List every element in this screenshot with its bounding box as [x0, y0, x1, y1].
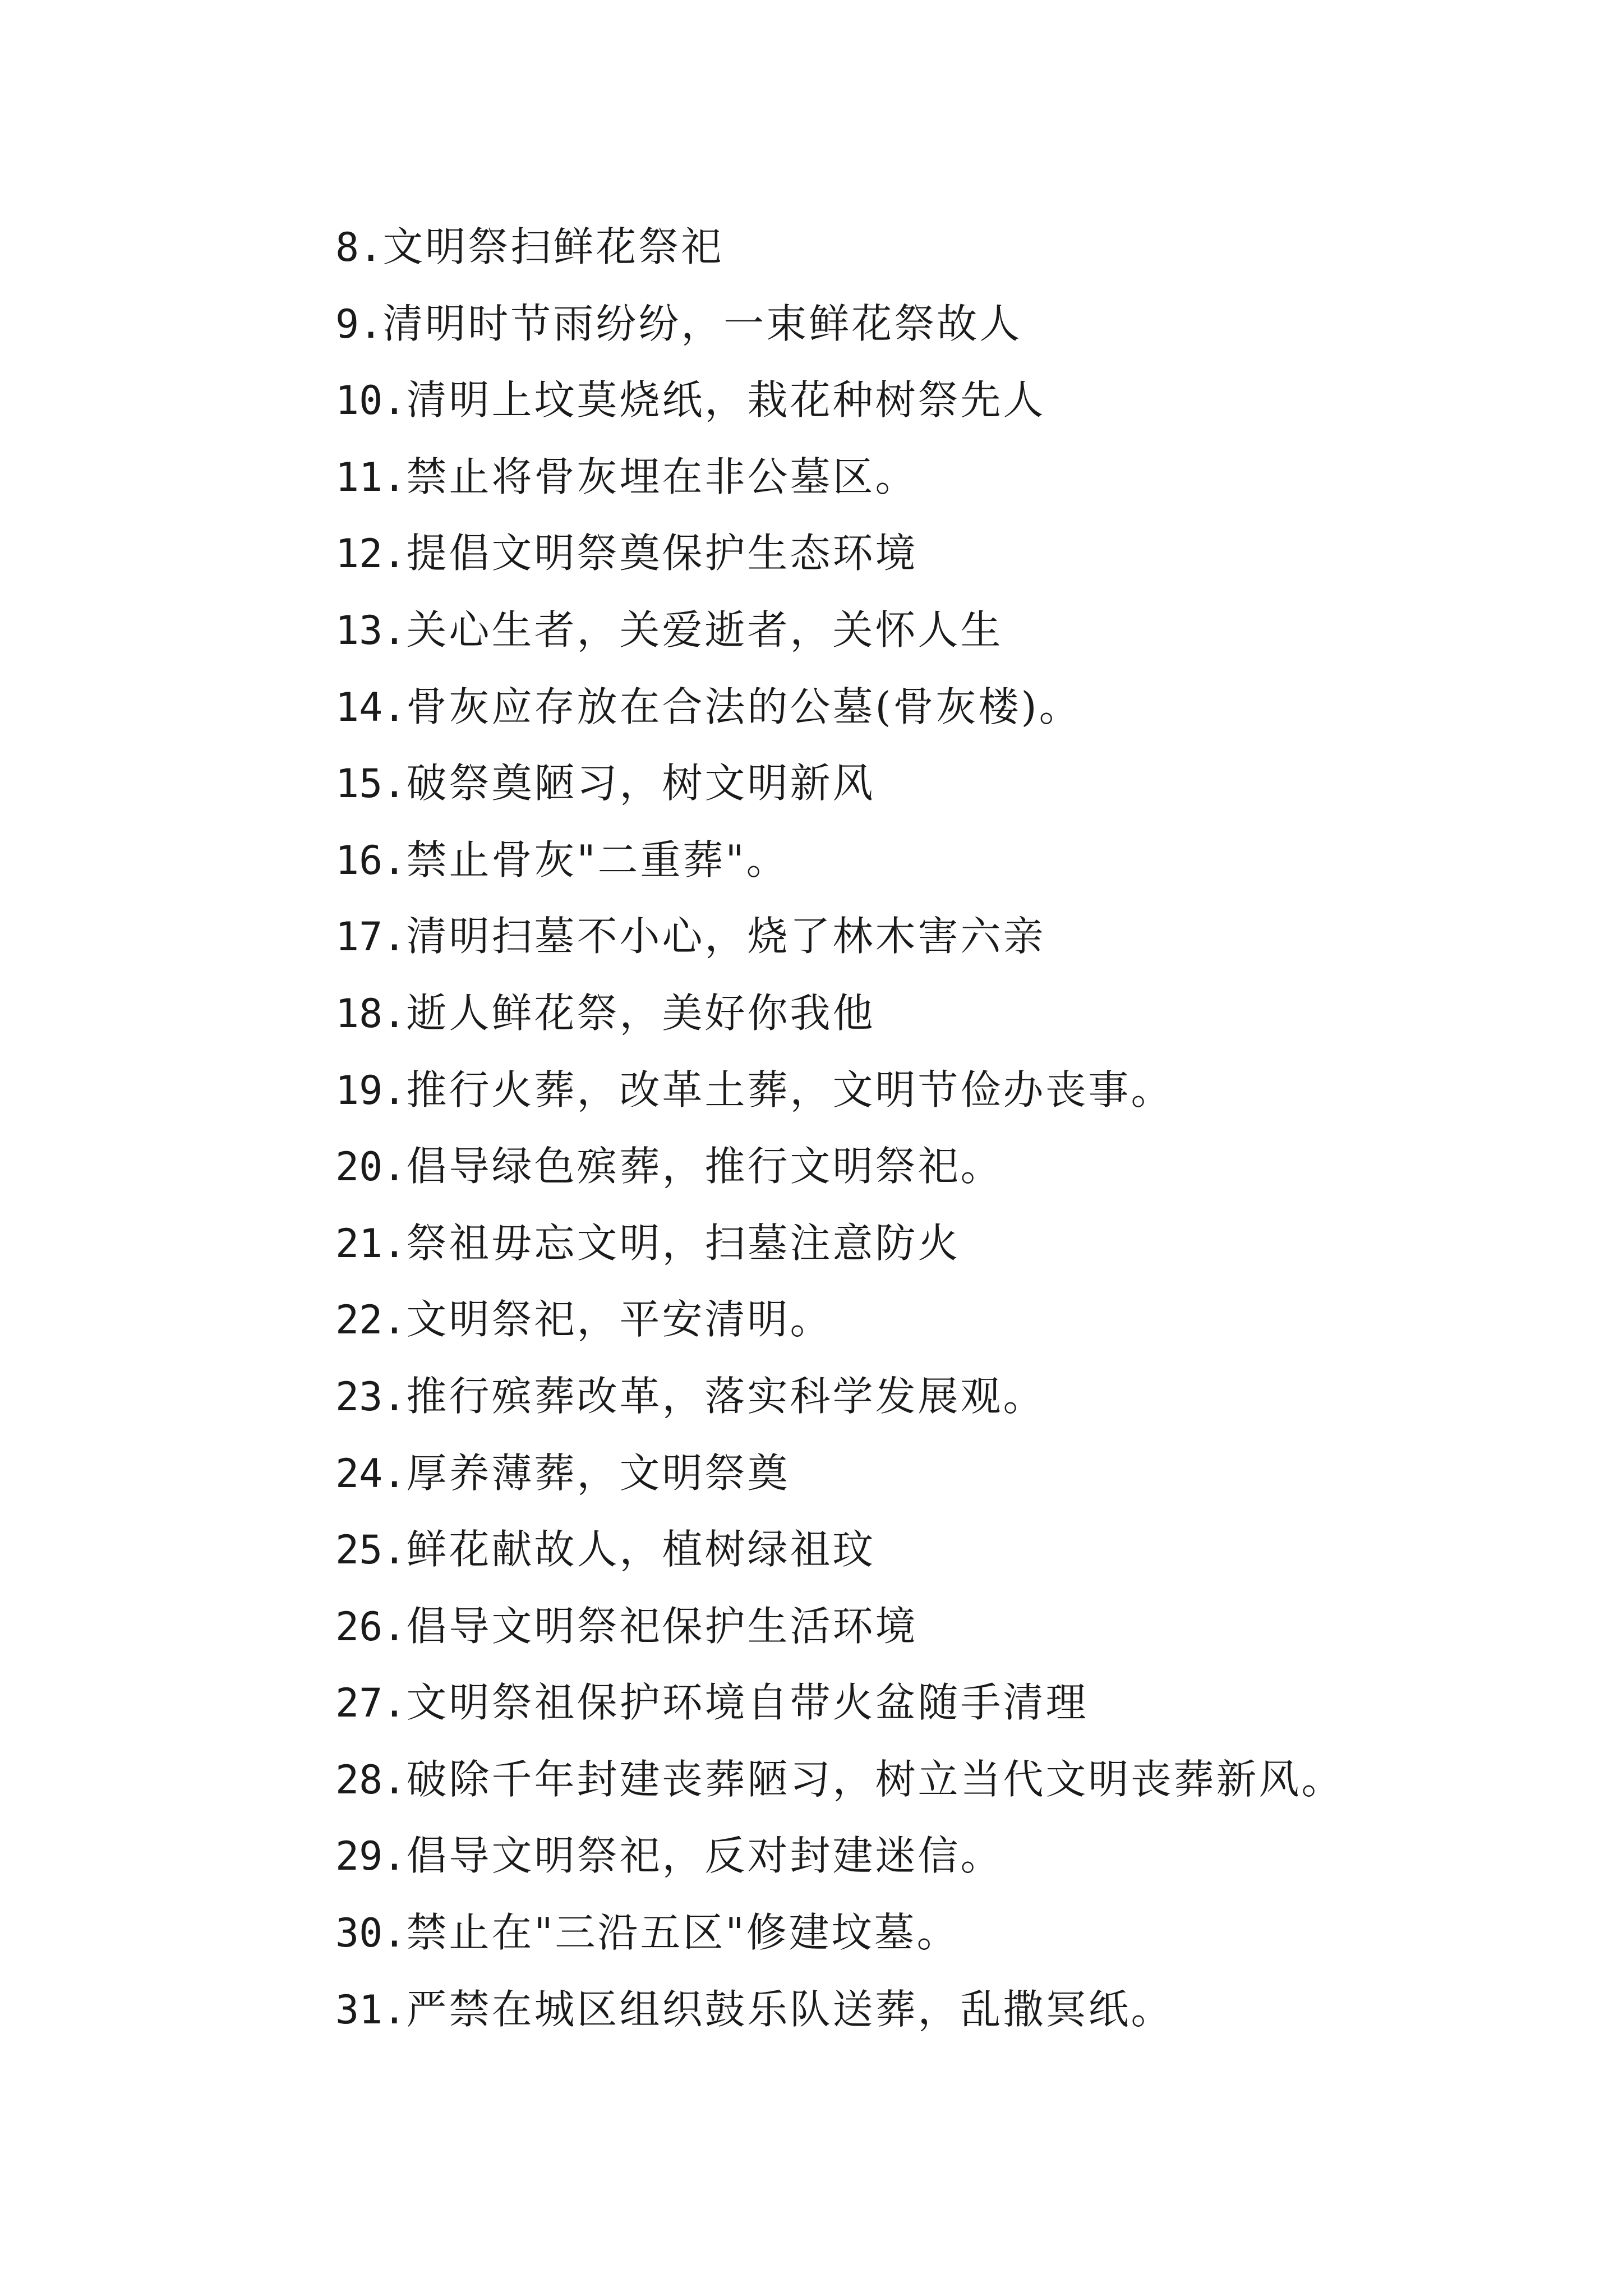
- list-item: [335, 515, 1344, 592]
- item-text: 清明扫墓不小心，烧了林木害六亲: [406, 913, 1046, 960]
- item-number: 27.: [335, 1680, 407, 1727]
- item-text: 倡导绿色殡葬，推行文明祭祀。: [406, 1143, 1003, 1190]
- item-number: 31.: [335, 1986, 407, 2033]
- list-item: [335, 1358, 1344, 1435]
- item-text: 鲜花献故人，植树绿祖玟: [406, 1526, 875, 1573]
- item-number: 8.: [335, 224, 383, 270]
- item-number: 30.: [335, 1910, 407, 1957]
- item-number: 10.: [335, 378, 407, 424]
- item-number: 23.: [335, 1373, 407, 1420]
- item-text: 倡导文明祭祀，反对封建迷信。: [406, 1832, 1003, 1880]
- item-text: 关心生者，关爱逝者，关怀人生: [406, 606, 1003, 654]
- item-number: 26.: [335, 1603, 407, 1650]
- slogan-list: [335, 209, 1344, 2047]
- item-text: 禁止将骨灰埋在非公墓区。: [406, 453, 918, 500]
- list-item: [335, 1894, 1344, 1971]
- item-number: 9.: [335, 301, 383, 347]
- item-number: 11.: [335, 454, 407, 500]
- item-text: 逝人鲜花祭，美好你我他: [406, 989, 875, 1037]
- list-item: [335, 745, 1344, 822]
- list-item: [335, 286, 1344, 362]
- item-number: 12.: [335, 531, 407, 577]
- list-item: [335, 439, 1344, 516]
- item-text: 禁止骨灰"二重葬"。: [406, 836, 789, 884]
- list-item: [335, 592, 1344, 669]
- item-number: 13.: [335, 607, 407, 654]
- item-number: 14.: [335, 684, 407, 730]
- list-item: [335, 362, 1344, 439]
- item-text: 倡导文明祭祀保护生活环境: [406, 1602, 918, 1650]
- item-text: 破除千年封建丧葬陋习，树立当代文明丧葬新风。: [406, 1755, 1344, 1803]
- item-text: 严禁在城区组织鼓乐队送葬，乱撒冥纸。: [406, 1985, 1174, 2033]
- item-text: 清明时节雨纷纷，一束鲜花祭故人: [382, 300, 1022, 347]
- item-text: 厚养薄葬，文明祭奠: [406, 1449, 790, 1497]
- item-number: 28.: [335, 1756, 407, 1803]
- list-item: [335, 209, 1344, 286]
- list-item: [335, 1741, 1344, 1818]
- item-text: 禁止在"三沿五区"修建坟墓。: [406, 1909, 960, 1957]
- list-item: [335, 1435, 1344, 1512]
- item-number: 21.: [335, 1220, 407, 1267]
- item-number: 25.: [335, 1527, 407, 1573]
- list-item: [335, 975, 1344, 1052]
- item-text: 破祭奠陋习，树文明新风: [406, 760, 875, 807]
- item-number: 19.: [335, 1067, 407, 1114]
- item-text: 推行殡葬改革，落实科学发展观。: [406, 1372, 1046, 1420]
- list-item: [335, 1664, 1344, 1741]
- item-number: 22.: [335, 1297, 407, 1343]
- item-text: 文明祭扫鲜花祭祀: [382, 223, 724, 270]
- list-item: [335, 1588, 1344, 1665]
- list-item: [335, 898, 1344, 975]
- item-text: 文明祭祖保护环境自带火盆随手清理: [406, 1679, 1089, 1727]
- item-number: 24.: [335, 1450, 407, 1497]
- item-number: 16.: [335, 837, 407, 884]
- item-number: 29.: [335, 1833, 407, 1880]
- item-text: 文明祭祀，平安清明。: [406, 1296, 833, 1343]
- list-item: [335, 822, 1344, 899]
- list-item: [335, 1052, 1344, 1129]
- list-item: [335, 1128, 1344, 1205]
- item-number: 17.: [335, 914, 407, 960]
- item-number: 15.: [335, 761, 407, 807]
- item-number: 20.: [335, 1144, 407, 1190]
- item-text: 提倡文明祭奠保护生态环境: [406, 530, 918, 577]
- item-text: 推行火葬，改革土葬，文明节俭办丧事。: [406, 1066, 1174, 1114]
- item-text: 清明上坟莫烧纸，栽花种树祭先人: [406, 376, 1046, 424]
- list-item: [335, 1511, 1344, 1588]
- list-item: [335, 1818, 1344, 1894]
- item-text: 祭祖毋忘文明，扫墓注意防火: [406, 1219, 961, 1267]
- list-item: [335, 1205, 1344, 1282]
- item-text: 骨灰应存放在合法的公墓(骨灰楼)。: [406, 683, 1082, 730]
- list-item: [335, 1281, 1344, 1358]
- list-item: [335, 669, 1344, 746]
- list-item: [335, 1971, 1344, 2048]
- item-number: 18.: [335, 990, 407, 1037]
